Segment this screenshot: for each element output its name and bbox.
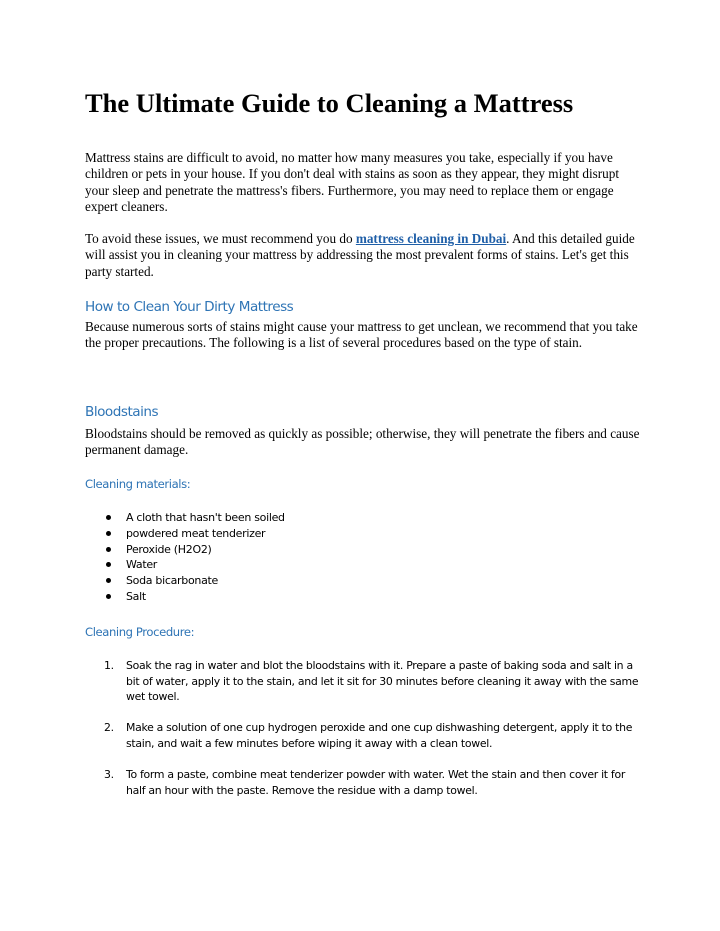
- procedure-step: [85, 720, 640, 751]
- procedure-heading: Cleaning Procedure:: [85, 625, 195, 639]
- recommendation-text-after: . And this detailed guide will assist you in cleaning your mattress by addressing the most prevalent forms of stains. Let's get this party started.: [85, 231, 635, 279]
- step-text: Soak the rag in water and blot the bloodstains with it. Prepare a paste of baking soda and salt in a bit of water, apply it to the stain, and let it sit for 30 minutes before cleaning it away with the same wet towel.: [126, 659, 639, 704]
- procedure-step: [85, 658, 640, 705]
- intro-paragraph: Mattress stains are difficult to avoid, no matter how many measures you take, especially if you have children or pets in your house. If you don't deal with stains as soon as they appear, they might disrupt your sleep and penetrate the mattress's fibers. Furthermore, you may need to replace them or engage expert cleaners.: [85, 150, 620, 214]
- list-item: Water: [85, 557, 285, 573]
- step-text: To form a paste, combine meat tenderizer powder with water. Wet the stain and then cover it for half an hour with the paste. Remove the residue with a damp towel.: [126, 768, 626, 797]
- bloodstains-paragraph: Bloodstains should be removed as quickly as possible; otherwise, they will penetrate the fibers and cause permanent damage.: [85, 426, 640, 458]
- list-item: powdered meat tenderizer: [85, 526, 285, 542]
- page-title: The Ultimate Guide to Cleaning a Mattress: [85, 88, 574, 118]
- step-number: 1.: [104, 659, 114, 672]
- materials-list: [85, 510, 285, 605]
- section-paragraph: Because numerous sorts of stains might cause your mattress to get unclean, we recommend that you take the proper precautions. The following is a list of several procedures based on the type of stain.: [85, 319, 638, 351]
- bloodstains-heading: Bloodstains: [85, 404, 159, 420]
- procedure-steps: [85, 658, 640, 814]
- list-item: Peroxide (H2O2): [85, 542, 285, 558]
- bullet-icon: [106, 531, 111, 536]
- step-text: Make a solution of one cup hydrogen peroxide and one cup dishwashing detergent, apply it to the stain, and wait a few minutes before wiping it away with a clean towel.: [126, 721, 633, 750]
- bullet-icon: [106, 578, 111, 583]
- bullet-icon: [106, 547, 111, 552]
- bullet-icon: [106, 562, 111, 567]
- recommendation-paragraph: [85, 231, 640, 280]
- bullet-icon: [106, 594, 111, 599]
- mattress-cleaning-link[interactable]: mattress cleaning in Dubai: [355, 231, 507, 246]
- materials-heading: Cleaning materials:: [85, 477, 191, 491]
- step-number: 2.: [104, 721, 114, 735]
- recommendation-text-before: To avoid these issues, we must recommend you do: [85, 231, 356, 246]
- list-item: Salt: [85, 589, 285, 605]
- bullet-icon: [106, 515, 111, 520]
- list-item: A cloth that hasn't been soiled: [85, 510, 285, 526]
- procedure-step: [85, 767, 640, 798]
- step-number: 3.: [104, 768, 114, 782]
- list-item: Soda bicarbonate: [85, 573, 285, 589]
- section-heading: How to Clean Your Dirty Mattress: [85, 299, 294, 315]
